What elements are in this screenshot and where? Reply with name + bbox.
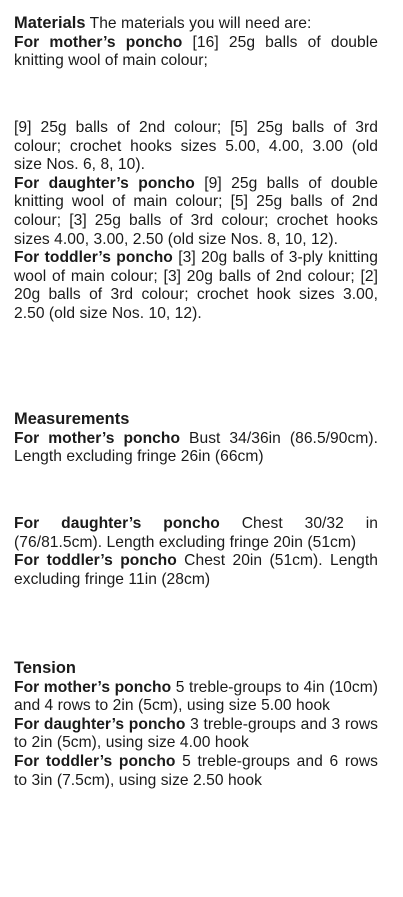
tension-section [14, 659, 378, 790]
tension-heading: Tension [14, 659, 76, 677]
tension-toddler-paragraph [14, 753, 378, 790]
measurements-mother-paragraph [14, 430, 378, 467]
materials-daughter-paragraph [14, 175, 378, 249]
measurements-daughter-paragraph [14, 515, 378, 552]
materials-daughter-text: [9] 25g balls of double knitting wool of main colour; [5] 25g balls of 2nd colour; [3] 25g balls of 3rd colour; crochet hooks sizes 4.00, 3.00, 2.50 (old size Nos. 8, 10, 12). [14, 174, 378, 248]
measurements-section [14, 410, 378, 467]
tension-toddler-text: 5 treble-groups and 6 rows to 3in (7.5cm), using size 2.50 hook [14, 752, 378, 789]
tension-daughter-label: For daughter’s poncho [14, 715, 186, 733]
tension-mother-label: For mother’s poncho [14, 678, 172, 696]
materials-mother-text-1: [16] 25g balls of double knitting wool of main colour; [14, 33, 378, 70]
measurements-heading: Measurements [14, 410, 130, 428]
materials-mother-paragraph [14, 34, 378, 71]
materials-mother-text-2: [9] 25g balls of 2nd colour; [5] 25g balls of 3rd colour; crochet hooks sizes 5.00, 4.00, 3.00 (old size Nos. 6, 8, 10). [14, 119, 378, 174]
measurements-toddler-paragraph [14, 552, 378, 589]
tension-heading-line [14, 659, 378, 679]
materials-daughter-label: For daughter’s poncho [14, 174, 195, 192]
measurements-mother-text: Bust 34/36in (86.5/90cm). Length excluding fringe 26in (66cm) [14, 429, 379, 466]
materials-intro-paragraph [14, 14, 378, 34]
materials-toddler-paragraph [14, 249, 378, 323]
tension-daughter-paragraph [14, 716, 378, 753]
measurements-daughter-label: For daughter’s poncho [14, 515, 220, 532]
materials-continued-section [14, 119, 378, 324]
measurements-heading-line [14, 410, 378, 430]
materials-section [14, 14, 378, 71]
measurements-toddler-text: Chest 20in (51cm). Length excluding fringe 11in (28cm) [14, 552, 378, 588]
materials-mother-continued [14, 119, 378, 175]
tension-toddler-label: For toddler’s poncho [14, 752, 176, 770]
materials-toddler-text: [3] 20g balls of 3-ply knitting wool of main colour; [3] 20g balls of 2nd colour; [2] 20g balls of 3rd colour; crochet hook sizes 3.00, 2.50 (old size Nos. 10, 12). [14, 249, 378, 322]
measurements-toddler-label: For toddler’s poncho [14, 552, 177, 570]
tension-daughter-text: 3 treble-groups and 3 rows to 2in (5cm), using size 4.00 hook [14, 715, 378, 752]
tension-mother-text: 5 treble-groups to 4in (10cm) and 4 rows to 2in (5cm), using size 5.00 hook [14, 678, 378, 715]
measurements-mother-label: For mother’s poncho [14, 429, 181, 447]
tension-mother-paragraph [14, 679, 378, 716]
materials-toddler-label: For toddler’s poncho [14, 249, 173, 267]
materials-mother-label: For mother’s poncho [14, 33, 183, 51]
measurements-daughter-text: Chest 30/32 in (76/81.5cm). Length excluding fringe 20in (51cm) [14, 515, 378, 551]
materials-heading: Materials [14, 14, 86, 32]
materials-intro: The materials you will need are: [89, 15, 312, 32]
measurements-continued-section [14, 515, 378, 589]
